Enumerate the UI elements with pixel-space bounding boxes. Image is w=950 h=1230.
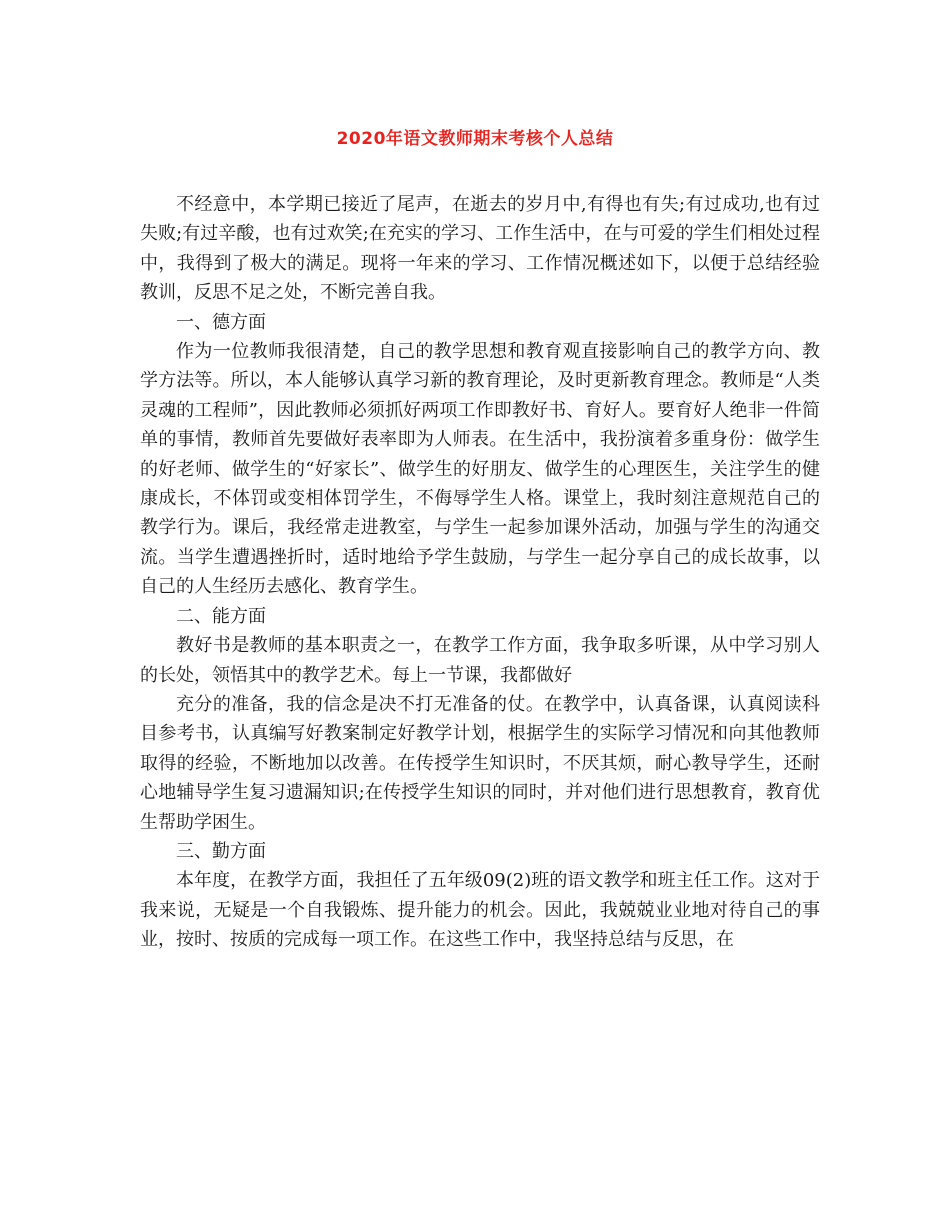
document-body [140, 190, 820, 955]
section-heading-de: 一、德方面 [176, 311, 266, 333]
section-heading-neng: 二、能方面 [176, 605, 266, 627]
paragraph-neng-2: 充分的准备，我的信念是决不打无准备的仗。在教学中，认真备课，认真阅读科目参考书，认真编写好教案制定好教学计划，根据学生的实际学习情况和向其他教师取得的经验，不断地加以改善。在传授学生知识时，不厌其烦，耐心教导学生，还耐心地辅导学生复习遗漏知识;在传授学生知识的同时，并对他们进行思想教育，教育优生帮助学困生。 [140, 693, 820, 833]
paragraph-intro: 不经意中，本学期已接近了尾声，在逝去的岁月中,有得也有失;有过成功,也有过失败;有过辛酸，也有过欢笑;在充实的学习、工作生活中，在与可爱的学生们相处过程中，我得到了极大的满足。现将一年来的学习、工作情况概述如下，以便于总结经验教训，反思不足之处，不断完善自我。 [140, 194, 820, 304]
section-heading-qin: 三、勤方面 [176, 840, 266, 862]
document-title: 2020年语文教师期末考核个人总结 [336, 129, 614, 149]
paragraph-neng-1: 教好书是教师的基本职责之一，在教学工作方面，我争取多听课，从中学习别人的长处，领悟其中的教学艺术。每上一节课，我都做好 [140, 635, 820, 686]
paragraph-qin: 本年度，在教学方面，我担任了五年级09(2)班的语文教学和班主任工作。这对于我来说，无疑是一个自我锻炼、提升能力的机会。因此，我兢兢业业地对待自己的事业，按时、按质的完成每一项工作。在这些工作中，我坚持总结与反思，在 [140, 870, 820, 951]
paragraph-de: 作为一位教师我很清楚，自己的教学思想和教育观直接影响自己的教学方向、教学方法等。所以，本人能够认真学习新的教育理论，及时更新教育理念。教师是“人类灵魂的工程师”，因此教师必须抓好两项工作即教好书、育好人。要育好人绝非一件简单的事情，教师首先要做好表率即为人师表。在生活中，我扮演着多重身份：做学生的好老师、做学生的“好家长”、做学生的好朋友、做学生的心理医生，关注学生的健康成长，不体罚或变相体罚学生，不侮辱学生人格。课堂上，我时刻注意规范自己的教学行为。课后，我经常走进教室，与学生一起参加课外活动，加强与学生的沟通交流。当学生遭遇挫折时，适时地给予学生鼓励，与学生一起分享自己的成长故事，以自己的人生经历去感化、教育学生。 [140, 341, 820, 598]
